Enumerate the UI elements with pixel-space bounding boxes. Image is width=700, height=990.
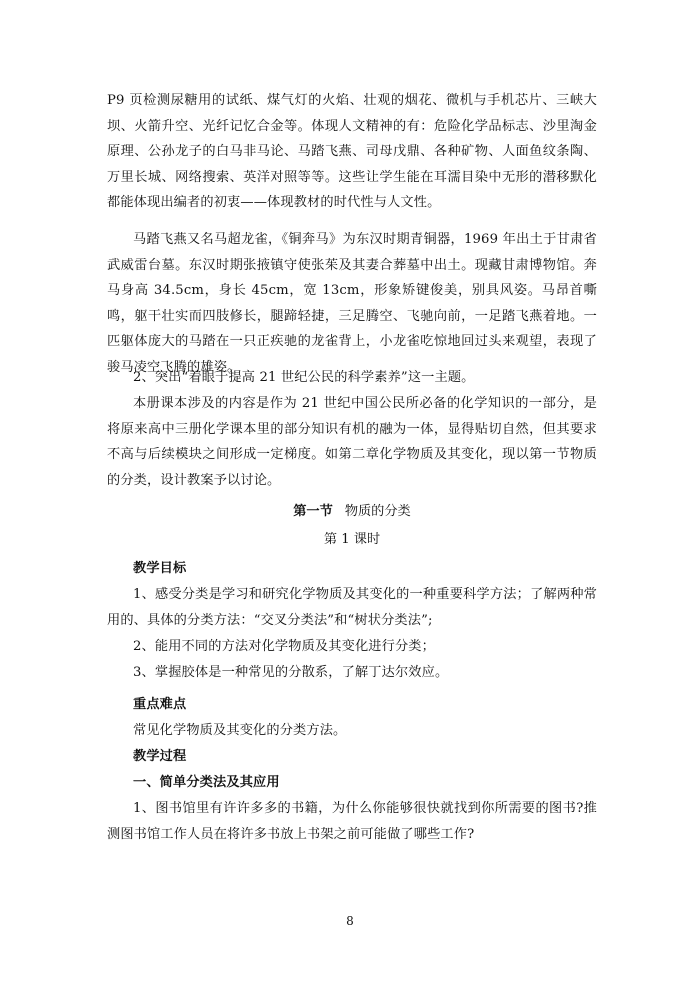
- page-number: 8: [346, 914, 354, 928]
- process-subheading: 一、简单分类法及其应用: [133, 775, 280, 790]
- keypoints-heading: 重点难点: [133, 697, 187, 712]
- paragraph-horse-statue: 马踏飞燕又名马超龙雀，《铜奔马》为东汉时期青铜器，1969 年出土于甘肃省武威雷台墓。东汉时期张掖镇守使张茱及其妻合葬墓中出土。现藏甘肃博物馆。奔马身高 34.5cm，身长 45cm，宽 13cm，形象矫键俊美，别具风姿。马昂首嘶鸣，躯干壮实而四肢修长，腿蹄轻捷，三足腾空、飞驰向前，一足踏飞燕着地。一匹躯体庞大的马踏在一只正疾驰的龙雀背上，小龙雀吃惊地回过头来观望，表现了骏马凌空飞腾的雄姿。: [107, 232, 597, 375]
- goal-item-1: 1、感受分类是学习和研究化学物质及其变化的一种重要科学方法；了解两种常用的、具体的分类方法：“交叉分类法”和“树状分类法”;: [107, 587, 597, 628]
- process-heading: 教学过程: [133, 749, 187, 764]
- goal-item-2: 2、能用不同的方法对化学物质及其变化进行分类；: [133, 639, 435, 654]
- process-item-1: 1、图书馆里有许许多多的书籍，为什么你能够很快就找到你所需要的图书?推测图书馆工作人员在将许多书放上书架之前可能做了哪些工作?: [107, 801, 597, 842]
- section-name: 物质的分类: [344, 504, 411, 519]
- goal-item-3: 3、掌握胶体是一种常见的分散系，了解丁达尔效应。: [133, 665, 449, 680]
- lesson-label: 第 1 课时: [323, 532, 381, 547]
- keypoints-text: 常见化学物质及其变化的分类方法。: [133, 723, 347, 738]
- section-title: [107, 502, 597, 522]
- paragraph-examples: P9 页检测尿糖用的试纸、煤气灯的火焰、壮观的烟花、微机与手机芯片、三峡大坝、火箭升空、光纤记忆合金等。体现人文精神的有：危险化学品标志、沙里淘金原理、公孙龙子的白马非马论、马踏飞燕、司母戊鼎、各种矿物、人面鱼纹条陶、万里长城、网络搜索、英洋对照等等。这些让学生能在耳濡目染中无形的潜移默化都能体现出编者的初衷——体现教材的时代性与人文性。: [107, 93, 597, 210]
- paragraph-textbook-content: 本册课本涉及的内容是作为 21 世纪中国公民所必备的化学知识的一部分，是将原来高中三册化学课本里的部分知识有机的融为一体，显得贴切自然，但其要求不高与后续模块之间形成一定梯度。如第二章化学物质及其变化，现以第一节物质的分类，设计教案予以讨论。: [107, 396, 597, 488]
- goals-heading: 教学目标: [133, 561, 187, 576]
- paragraph-theme: 2、突出“着眼于提高 21 世纪公民的科学素养”这一主题。: [133, 370, 475, 385]
- section-number: 第一节: [293, 504, 333, 519]
